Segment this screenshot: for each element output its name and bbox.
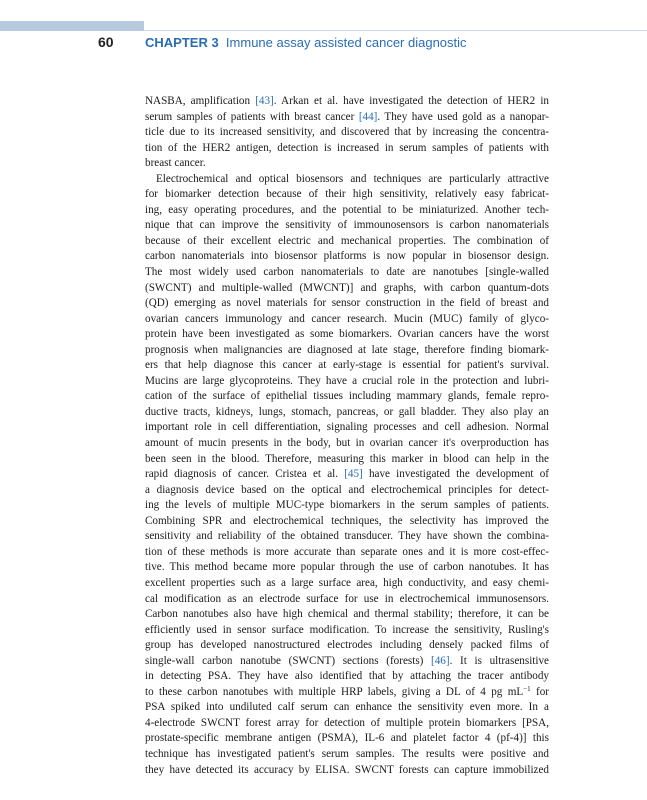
- superscript: −1: [523, 684, 531, 693]
- text-line: (SWCNT) and multiple-walled (MWCNT)] and graphs, with carbon quantum-dots: [145, 281, 549, 294]
- text-line: single-wall carbon nanotube (SWCNT) sections (forests) [46]. It is ultrasensitive: [145, 654, 549, 667]
- chapter-title: Immune assay assisted cancer diagnostic: [225, 35, 467, 50]
- text-line: breast cancer.: [145, 157, 206, 170]
- text-line: they have detected its accuracy by ELISA. SWCNT forests can capture immobilized: [145, 763, 549, 776]
- text-line: Carbon nanotubes also have high chemical and thermal stability; therefore, it can be: [145, 608, 549, 621]
- header-accent-bar: [0, 21, 144, 31]
- text-line: tion of these methods is more accurate than separate ones and it is more cost-effec-: [145, 545, 549, 558]
- text-line: tive. This method became more popular through the use of carbon nanotubes. It has: [145, 561, 549, 574]
- text-line: ers that help diagnose this cancer at early-stage is essential for patient's survival.: [145, 359, 549, 372]
- text-line: rapid diagnosis of cancer. Cristea et al. [45] have investigated the development of: [145, 468, 549, 481]
- text-line: group has developed nanostructured electrodes including densely packed films of: [145, 639, 549, 652]
- citation-link[interactable]: [45]: [344, 468, 363, 481]
- text-line: excellent properties such as a large surface area, high conductivity, and easy chemi-: [145, 576, 549, 589]
- text-line: for biomarker detection because of their high sensitivity, relatively easy fabricat-: [145, 188, 549, 201]
- running-header: [145, 35, 467, 50]
- text-line: nique that can improve the sensitivity of immounosensors is carbon nanomaterials: [145, 219, 549, 232]
- text-line: tion of the HER2 antigen, detection is increased in serum samples of patients with: [145, 141, 549, 154]
- citation-link[interactable]: [44]: [358, 110, 378, 123]
- text-line: sensitivity and reliability of the obtained transducer. They have shown the combina-: [145, 530, 549, 543]
- text-line: important role in cell differentiation, signaling processes and cell adhesion. Normal: [145, 421, 549, 434]
- text-line: ductive tracts, kidneys, lungs, stomach, pancreas, or gall bladder. They also play an: [145, 405, 549, 418]
- text-line: cation of the surface of epithelial tissues including mammary glands, female repro-: [145, 390, 549, 403]
- text-line: cal modification as an electrode surface for use in electrochemical immunosensors.: [145, 592, 549, 605]
- citation-link[interactable]: [46]: [431, 654, 450, 667]
- text-line: efficiently used in sensor surface modification. To increase the sensitivity, Rusling's: [145, 623, 549, 636]
- text-line: 4-electrode SWCNT forest array for detection of multiple protein biomarkers [PSA,: [145, 716, 549, 729]
- text-line: to these carbon nanotubes with multiple HRP labels, giving a DL of 4 pg $mL^{-1}$ for: [145, 684, 549, 698]
- text-line: prognosis when malignancies are diagnosed at late stage, therefore finding biomark-: [145, 343, 549, 356]
- text-line: because of their excellent electric and mechanical properties. The combination of: [145, 234, 549, 247]
- text-line: Combining SPR and electrochemical techniques, the selectivity has improved the: [145, 514, 549, 527]
- text-line: NASBA, amplification [43]. Arkan et al. have investigated the detection of HER2 in: [145, 95, 550, 107]
- text-line: (QD) emerging as novel materials for sensor construction in the field of breast and: [145, 297, 549, 310]
- text-line: a diagnosis device based on the optical and electrochemical principles for detect-: [145, 483, 549, 496]
- text-line: ing, easy operating procedures, and the potential to be miniaturized. Another tech-: [145, 203, 549, 216]
- text-line: technique has investigated patient's serum samples. The results were positive and: [145, 747, 549, 760]
- header-rule: [144, 30, 647, 31]
- text-line: prostate-specific membrane antigen (PSMA), IL-6 and platelet factor 4 (pf-4)] this: [145, 732, 549, 745]
- text-line: ing the levels of multiple MUC-type biomarkers in the serum samples of patients.: [145, 499, 549, 512]
- text-line: ticle due to its increased sensitivity, and discovered that by increasing the concentra-: [145, 126, 549, 139]
- text-line: PSA spiked into undiluted calf serum can enhance the sensitivity even more. In a: [145, 701, 549, 714]
- text-line: Mucins are large glycoproteins. They have a crucial role in the protection and lubri-: [145, 374, 549, 387]
- text-line: amount of mucin presents in the body, but in ovarian cancer it's overproduction has: [145, 437, 549, 450]
- page-number: 60: [98, 34, 114, 50]
- chapter-label: CHAPTER 3: [145, 35, 219, 50]
- citation-link[interactable]: [43]: [255, 95, 274, 107]
- text-line: Electrochemical and optical biosensors and techniques are particularly attractive: [156, 172, 549, 185]
- text-line: carbon nanomaterials into biosensor platforms is now popular in biosensor design.: [145, 250, 549, 263]
- text-line: protein have been investigated as some biomarkers. Ovarian cancers have the worst: [145, 328, 549, 341]
- body-text: [145, 94, 549, 778]
- text-line: The most widely used carbon nanomaterials to date are nanotubes [single-walled: [145, 266, 549, 279]
- text-line: ovarian cancers immunology and cancer research. Mucin (MUC) family of glyco-: [145, 312, 549, 325]
- text-line: serum samples of patients with breast cancer [44]. They have used gold as a nanopar-: [145, 110, 549, 123]
- text-line: in detecting PSA. They have also identified that by attaching the tracer antibody: [145, 670, 549, 683]
- text-line: been seen in the blood. Therefore, measuring this marker in blood can help in the: [145, 452, 549, 465]
